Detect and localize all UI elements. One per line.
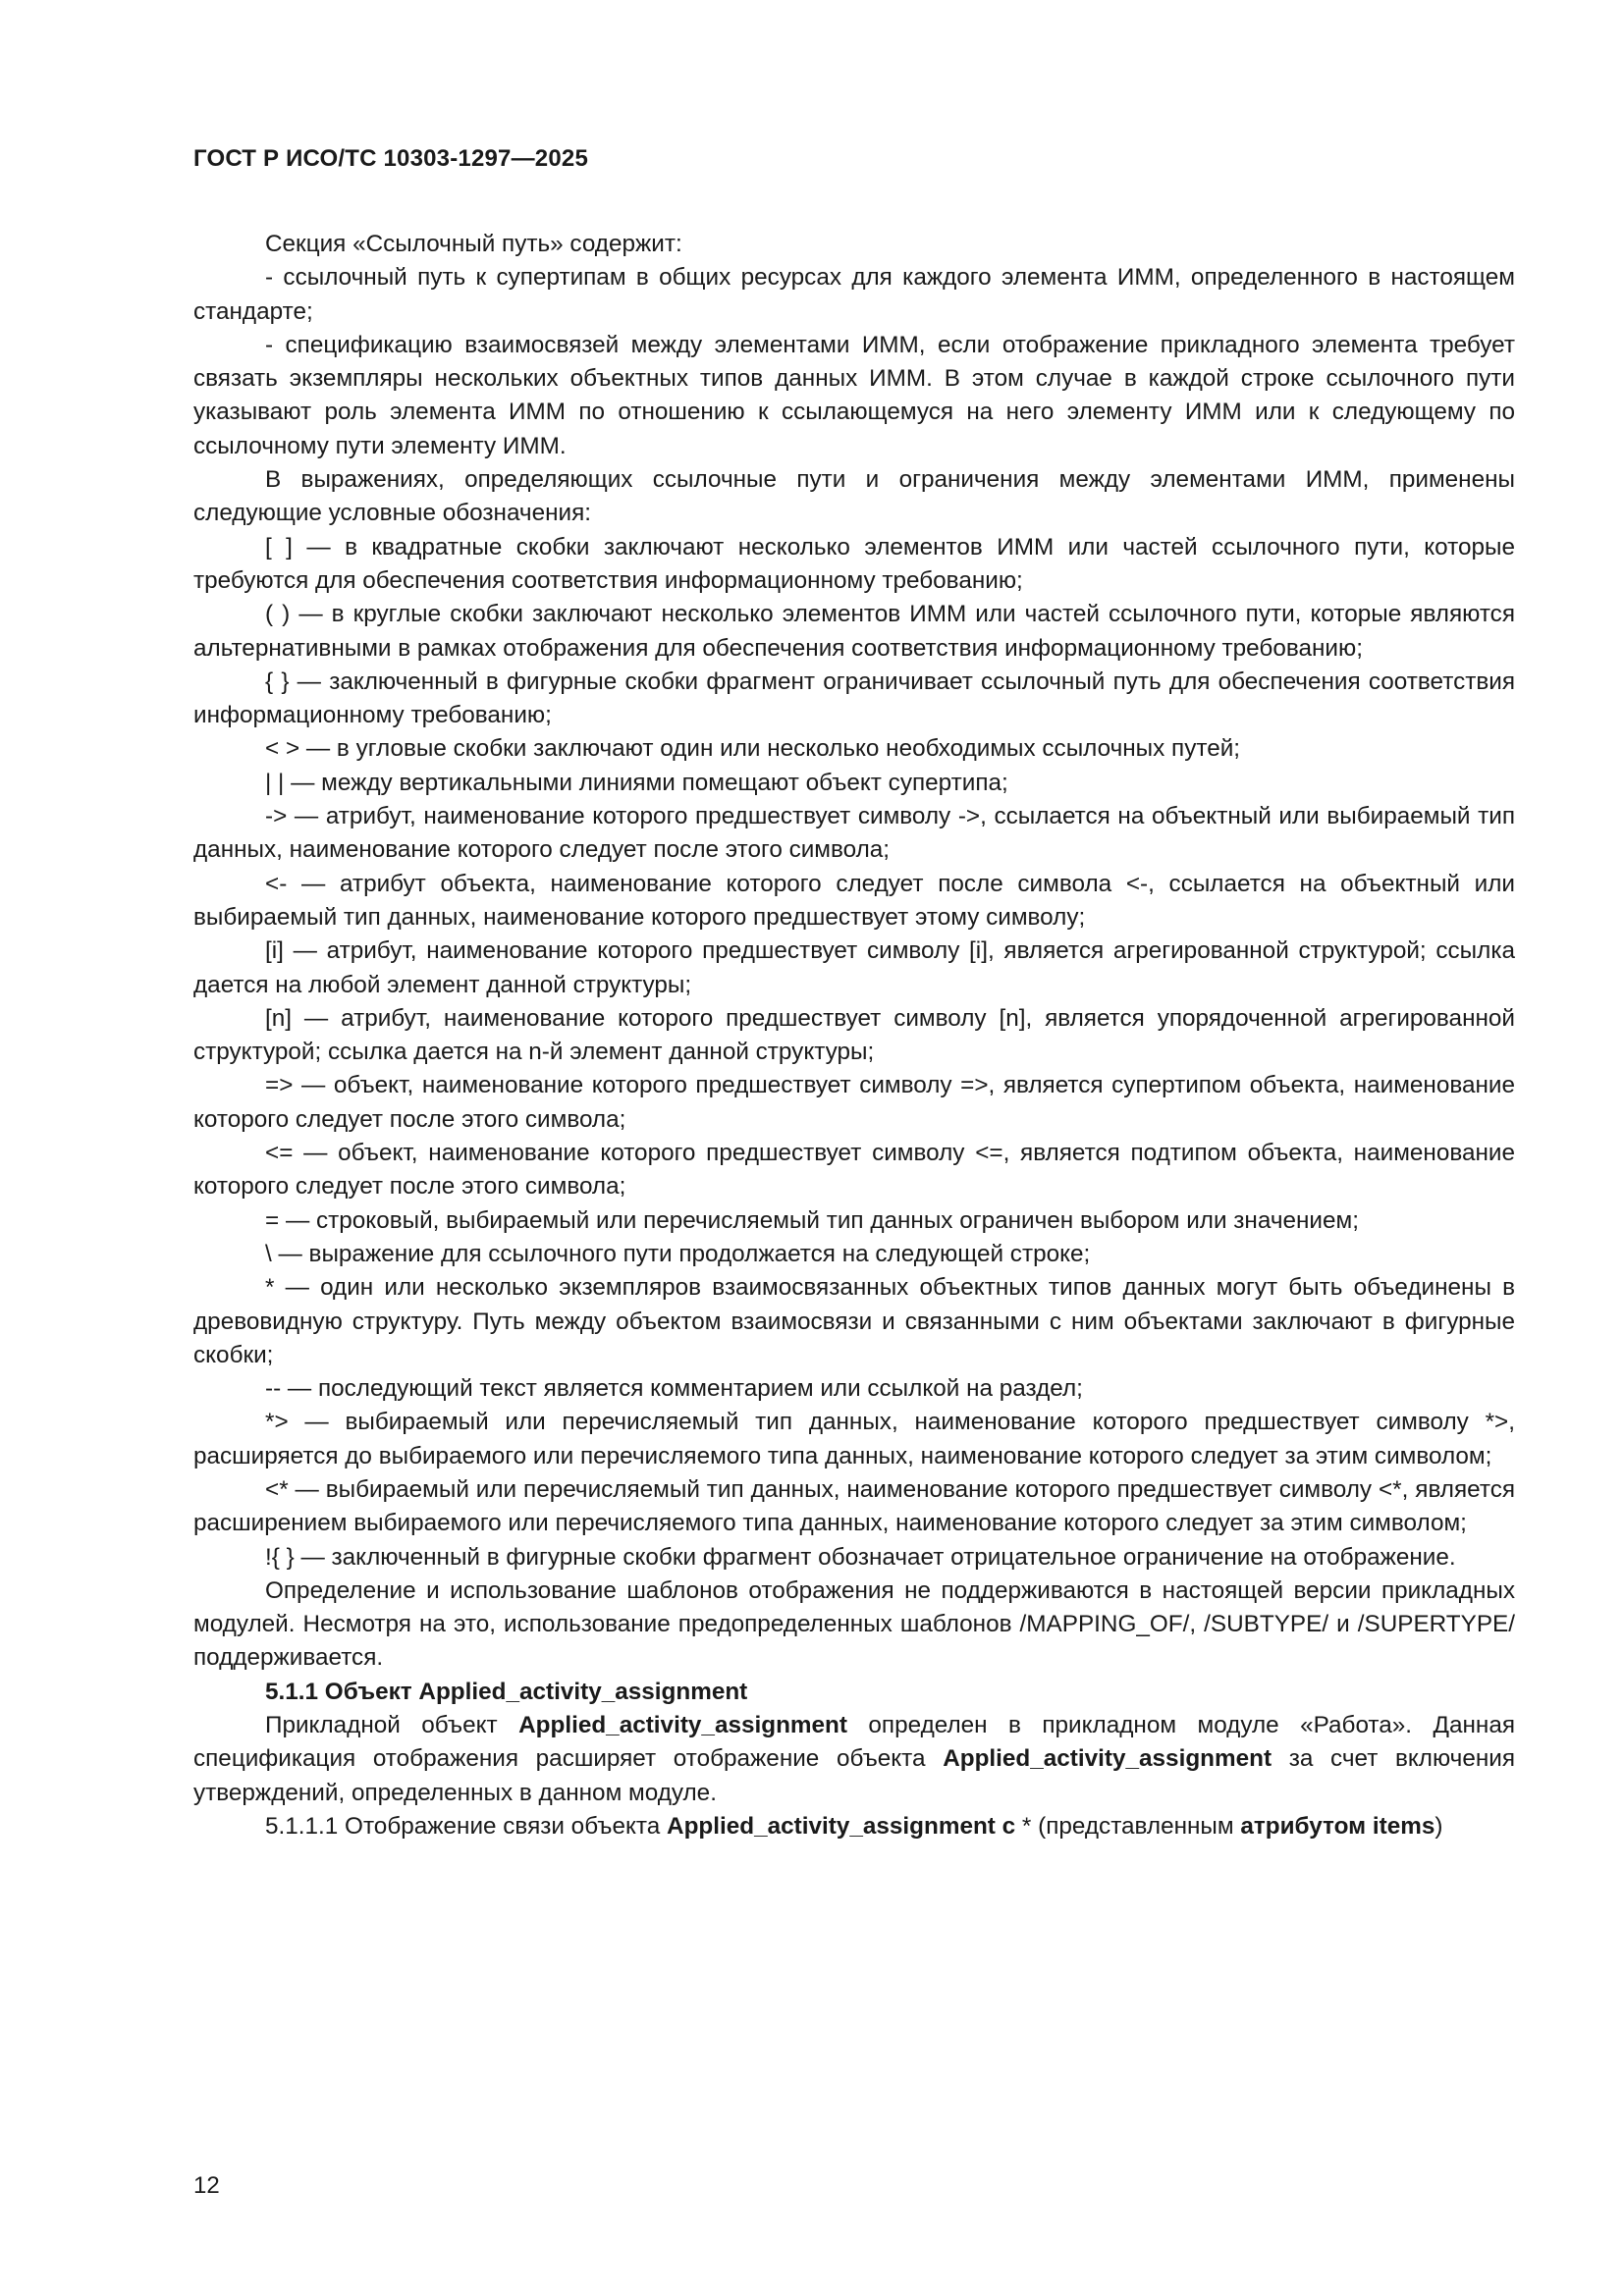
- subsection-heading: [193, 1810, 1515, 1843]
- paragraph: В выражениях, определяющих ссылочные пути и ограничения между элементами ИММ, применены следующие условные обозначения:: [193, 466, 1515, 527]
- paragraph: !{ } — заключенный в фигурные скобки фрагмент обозначает отрицательное ограничение на отображение.: [265, 1543, 1456, 1571]
- paragraph: = — строковый, выбираемый или перечисляемый тип данных ограничен выбором или значением;: [265, 1206, 1359, 1234]
- paragraph: => — объект, наименование которого предшествует символу =>, является супертипом объекта, наименование которого следует после этого символа;: [193, 1072, 1515, 1133]
- paragraph: [n] — атрибут, наименование которого предшествует символу [n], является упорядоченной агрегированной структурой; ссылка дается на n-й элемент данной структуры;: [193, 1004, 1515, 1066]
- paragraph: { } — заключенный в фигурные скобки фрагмент ограничивает ссылочный путь для обеспечения соответствия информационному требованию;: [193, 667, 1515, 729]
- document-body: [193, 228, 1515, 1843]
- paragraph: | | — между вертикальными линиями помещают объект супертипа;: [265, 769, 1008, 796]
- paragraph: \ — выражение для ссылочного пути продолжается на следующей строке;: [265, 1240, 1091, 1267]
- paragraph: <- — атрибут объекта, наименование которого следует после символа <-, ссылается на объектный или выбираемый тип данных, наименование которого предшествует этому символу;: [193, 870, 1515, 931]
- section-heading-text: 5.1.1 Объект Applied_activity_assignment: [265, 1678, 748, 1705]
- entity-name: Applied_activity_assignment: [943, 1745, 1272, 1773]
- document-header: ГОСТ Р ИСО/ТС 10303-1297—2025: [193, 145, 588, 172]
- text-run: * (представленным: [1015, 1812, 1241, 1840]
- page-number: 12: [193, 2172, 220, 2199]
- paragraph: < > — в угловые скобки заключают один или несколько необходимых ссылочных путей;: [265, 735, 1241, 763]
- paragraph: Секция «Ссылочный путь» содержит:: [265, 231, 682, 257]
- paragraph: Определение и использование шаблонов отображения не поддерживаются в настоящей версии прикладных модулей. Несмотря на это, использование предопределенных шаблонов /MAPPING_OF/, /SUBTYPE/ и /SUPERTYPE/ поддерживается.: [193, 1576, 1515, 1672]
- paragraph: -> — атрибут, наименование которого предшествует символу ->, ссылается на объектный или выбираемый тип данных, наименование которого следует после этого символа;: [193, 803, 1515, 864]
- text-run: определен в прикладном модуле «Работа». Данная спецификация отображения расширяет отображение объекта: [193, 1712, 1515, 1773]
- attribute-name: атрибутом items: [1240, 1812, 1435, 1840]
- paragraph: <= — объект, наименование которого предшествует символу <=, является подтипом объекта, наименование которого следует после этого символа;: [193, 1140, 1515, 1201]
- paragraph: [i] — атрибут, наименование которого предшествует символу [i], является агрегированной структурой; ссылка дается на любой элемент данной структуры;: [193, 937, 1515, 998]
- text-run: ): [1435, 1812, 1443, 1840]
- entity-name: Applied_activity_assignment с: [667, 1812, 1016, 1840]
- paragraph: -- — последующий текст является комментарием или ссылкой на раздел;: [265, 1375, 1083, 1403]
- paragraph: * — один или несколько экземпляров взаимосвязанных объектных типов данных могут быть объединены в древовидную структуру. Путь между объектом взаимосвязи и связанными с ним объектами заключают в фигурные скобки;: [193, 1274, 1515, 1368]
- text-run: 5.1.1.1 Отображение связи объекта: [265, 1812, 668, 1840]
- paragraph: [193, 1709, 1515, 1810]
- section-heading: [193, 1676, 1515, 1709]
- paragraph: <* — выбираемый или перечисляемый тип данных, наименование которого предшествует символу <*, является расширением выбираемого или перечисляемого типа данных, наименование которого следует за этим символом;: [193, 1475, 1515, 1537]
- paragraph: [ ] — в квадратные скобки заключают несколько элементов ИММ или частей ссылочного пути, которые требуются для обеспечения соответствия информационному требованию;: [193, 533, 1515, 594]
- entity-name: Applied_activity_assignment: [518, 1712, 847, 1739]
- paragraph: ( ) — в круглые скобки заключают несколько элементов ИММ или частей ссылочного пути, которые являются альтернативными в рамках отображения для обеспечения соответствия информационному требованию;: [193, 601, 1515, 662]
- paragraph: *> — выбираемый или перечисляемый тип данных, наименование которого предшествует символу *>, расширяется до выбираемого или перечисляемого типа данных, наименование которого следует за этим символом;: [193, 1409, 1515, 1469]
- paragraph: - ссылочный путь к супертипам в общих ресурсах для каждого элемента ИММ, определенного в настоящем стандарте;: [193, 264, 1515, 325]
- text-run: за счет включения утверждений, определенных в данном модуле.: [193, 1745, 1515, 1806]
- paragraph: - спецификацию взаимосвязей между элементами ИММ, если отображение прикладного элемента требует связать экземпляры нескольких объектных типов данных ИММ. В этом случае в каждой строке ссылочного пути указывают роль элемента ИММ по отношению к ссылающемуся на него элементу ИММ или к следующему по ссылочному пути элементу ИММ.: [193, 331, 1515, 459]
- text-run: Прикладной объект: [265, 1712, 519, 1739]
